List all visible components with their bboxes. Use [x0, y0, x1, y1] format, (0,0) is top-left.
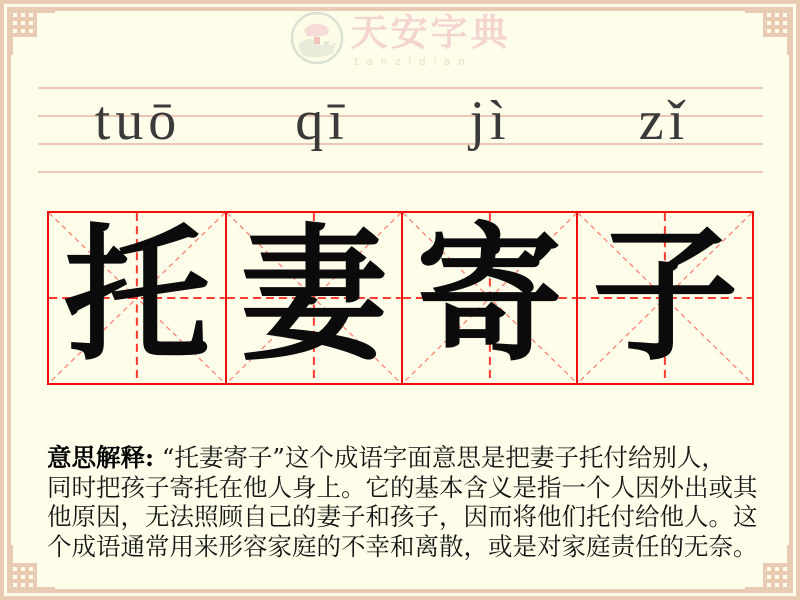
hanzi-character: 子: [592, 210, 739, 381]
definition-paragraph: [47, 443, 759, 561]
definition-line: 个成语通常用来形容家庭的不幸和离散，或是对家庭责任的无奈。: [47, 531, 758, 561]
hanzi-cell: [49, 210, 225, 383]
hanzi-character: 妻: [240, 210, 387, 381]
definition-line: [47, 443, 759, 473]
brand-header: [0, 11, 800, 68]
hanzi-cell: [401, 210, 577, 383]
definition-label: 意思解释:: [47, 443, 155, 472]
brand-title: 天安字典: [350, 10, 511, 54]
hanzi-character: 寄: [416, 210, 563, 381]
pinyin-syllable: jì: [469, 90, 511, 152]
brand-text-block: [351, 11, 511, 68]
pinyin-guide-line: [38, 171, 763, 173]
hanzi-cell: [225, 210, 401, 383]
hanzi-grid: [47, 211, 754, 385]
definition-line: 同时把孩子寄托在他人身上。它的基本含义是指一个人因外出或其: [47, 472, 758, 502]
definition-text: “托妻寄子”这个成语字面意思是把妻子托付给别人，: [161, 443, 726, 472]
hanzi-cell: [576, 210, 752, 383]
pinyin-syllable: qī: [295, 90, 349, 152]
definition-line: 他原因，无法照顾自己的妻子和孩子，因而将他们托付给他人。这: [47, 502, 758, 532]
brand-logo-icon: [290, 11, 344, 65]
pinyin-guide-line: [38, 87, 763, 89]
pinyin-syllable: zǐ: [638, 90, 690, 152]
pinyin-syllable: tuō: [94, 90, 182, 152]
hanzi-character: 托: [63, 210, 210, 381]
brand-subtitle: tanzidian: [354, 54, 473, 68]
